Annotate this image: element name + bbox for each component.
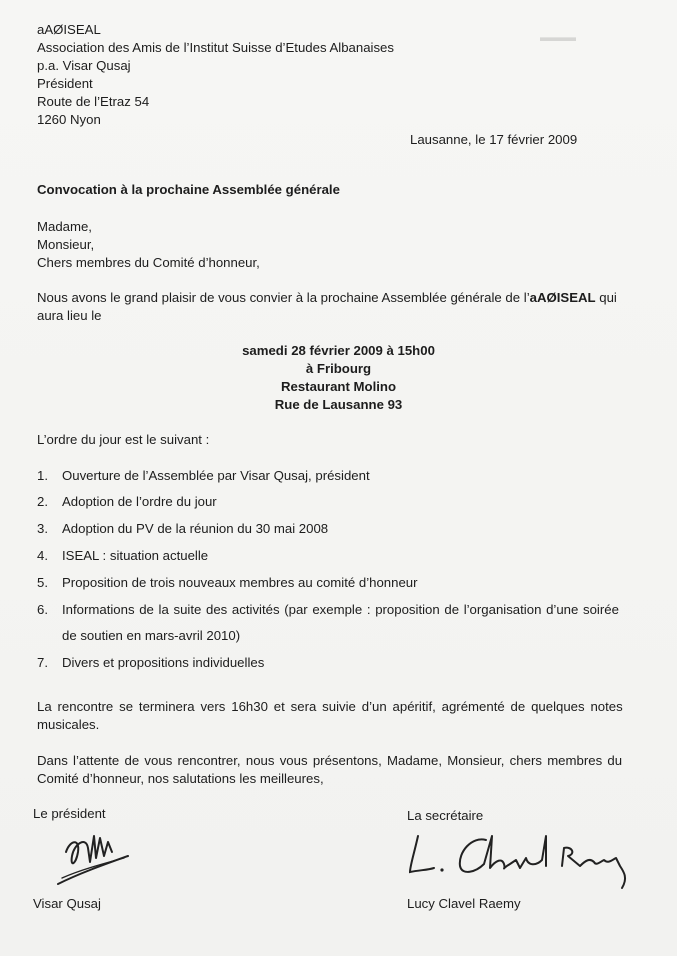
closing1-line-2: musicales.	[37, 717, 100, 732]
agenda-item-4: ISEAL : situation actuelle	[62, 548, 209, 563]
sender-role: Président	[37, 76, 93, 91]
event-date: samedi 28 février 2009 à 15h00	[242, 343, 435, 358]
agenda-num-3: 3.	[37, 521, 48, 536]
agenda-num-7: 7.	[37, 655, 48, 670]
agenda-item-6-cont: de soutien en mars-avril 2010)	[62, 628, 241, 643]
agenda-item-3: Adoption du PV de la réunion du 30 mai 2008	[62, 521, 329, 536]
agenda-num-1: 1.	[37, 468, 48, 483]
agenda-item-6: Informations de la suite des activités (par exemple : proposition de l’organisation d’une soirée	[62, 602, 619, 617]
show-through-texture: ▬▬▬	[540, 30, 576, 44]
salutation-monsieur: Monsieur,	[37, 237, 95, 252]
agenda-item-2: Adoption de l’ordre du jour	[62, 494, 217, 509]
signature-left-title: Le président	[33, 806, 106, 821]
intro-line-1	[37, 290, 617, 306]
signature-left-name: Visar Qusaj	[33, 896, 101, 911]
intro-line-2: aura lieu le	[37, 308, 102, 323]
closing2-line-1: Dans l’attente de vous rencontrer, nous vous présentons, Madame, Monsieur, chers membres du	[37, 753, 623, 768]
secretary-signature-image	[400, 826, 635, 896]
salutation-comite: Chers membres du Comité d’honneur,	[37, 255, 260, 270]
agenda-intro: L’ordre du jour est le suivant :	[37, 432, 210, 447]
agenda-num-2: 2.	[37, 494, 48, 509]
sender-org-short: aAØISEAL	[37, 22, 101, 37]
closing2-line-2: Comité d’honneur, nos salutations les meilleures,	[37, 771, 324, 786]
agenda-num-6: 6.	[37, 602, 48, 617]
president-signature-image	[52, 822, 132, 892]
event-venue: Restaurant Molino	[280, 379, 397, 394]
intro-suffix: qui	[595, 290, 617, 305]
agenda-item-7: Divers et propositions individuelles	[62, 655, 265, 670]
salutation-madame: Madame,	[37, 219, 92, 234]
agenda-item-1: Ouverture de l’Assemblée par Visar Qusaj, président	[62, 468, 370, 483]
intro-prefix: Nous avons le grand plaisir de vous convier à la prochaine Assemblée générale de l’	[37, 290, 530, 305]
closing1-line-1: La rencontre se terminera vers 16h30 et sera suivie d’un apéritif, agrémenté de quelques notes	[37, 699, 623, 714]
agenda-item-5: Proposition de trois nouveaux membres au comité d’honneur	[62, 575, 418, 590]
sender-org-full: Association des Amis de l’Institut Suisse d’Etudes Albanaises	[37, 40, 394, 55]
event-place: à Fribourg	[305, 361, 372, 376]
date-line: Lausanne, le 17 février 2009	[410, 132, 578, 147]
intro-org: aAØISEAL	[529, 290, 596, 305]
sender-street: Route de l’Etraz 54	[37, 94, 150, 109]
signature-right-name: Lucy Clavel Raemy	[407, 896, 521, 911]
sender-city: 1260 Nyon	[37, 112, 101, 127]
agenda-num-5: 5.	[37, 575, 48, 590]
subject-line: Convocation à la prochaine Assemblée générale	[37, 182, 340, 197]
event-address: Rue de Lausanne 93	[274, 397, 403, 412]
agenda-num-4: 4.	[37, 548, 48, 563]
sender-pa: p.a. Visar Qusaj	[37, 58, 131, 73]
signature-right-title: La secrétaire	[407, 808, 484, 823]
